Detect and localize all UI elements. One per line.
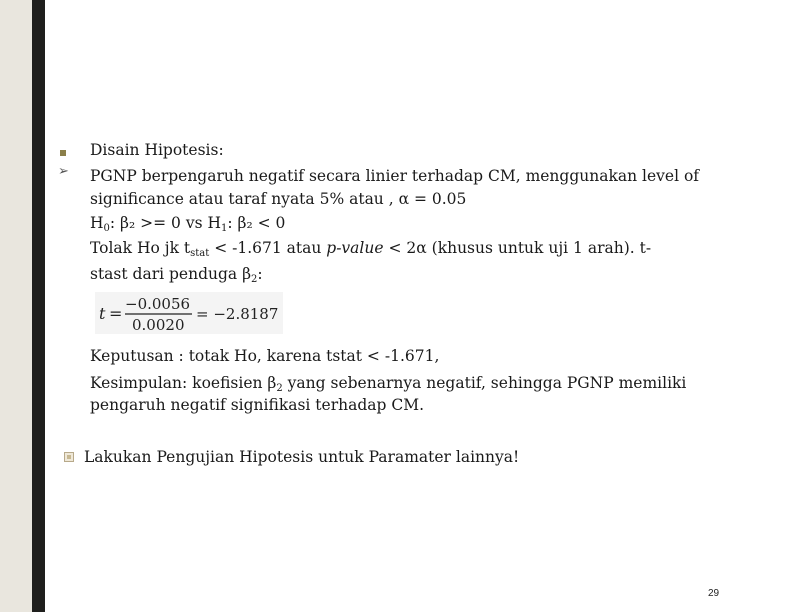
formula-numerator: −0.0056	[125, 295, 191, 313]
t-statistic-formula	[95, 292, 283, 334]
heading-text: Disain Hipotesis:	[90, 141, 224, 159]
h0-label: H	[90, 214, 104, 232]
arrow-bullet-icon: ➢	[58, 164, 69, 179]
hypothesis-statement	[90, 213, 285, 239]
square-bullet-icon	[60, 150, 66, 156]
beta2-subscript: 2	[251, 274, 258, 285]
reject-text-b: < -1.671 atau	[209, 239, 327, 257]
formula-svg	[95, 292, 283, 334]
decision-text: Keputusan : totak Ho, karena tstat < -1.671,	[90, 347, 440, 365]
checkbox-bullet-icon	[64, 452, 74, 462]
task-text: Lakukan Pengujian Hipotesis untuk Paramater lainnya!	[84, 448, 520, 466]
formula-lhs: t	[99, 304, 106, 323]
tstat-subscript: stat	[190, 248, 210, 259]
page-number: 29	[708, 588, 720, 599]
left-accent-rail	[32, 0, 45, 612]
left-margin-band	[0, 0, 32, 612]
rejection-rule	[90, 238, 651, 264]
stast-text-a: stast dari penduga β	[90, 265, 252, 283]
hypothesis-line-1: PGNP berpengaruh negatif secara linier terhadap CM, menggunakan level of	[90, 167, 700, 185]
hypothesis-line-2: significance atau taraf nyata 5% atau , α = 0.05	[90, 190, 467, 208]
h0-subscript: 0	[103, 223, 110, 234]
conclusion-line-2: pengaruh negatif signifikasi terhadap CM.	[90, 396, 424, 414]
formula-equals: =	[109, 304, 123, 323]
reject-text-a: Tolak Ho jk t	[90, 239, 191, 257]
h1-subscript: 1	[221, 223, 228, 234]
conclusion-text-a: Kesimpulan: koefisien β	[90, 374, 277, 392]
tstat-intro	[90, 264, 263, 290]
pvalue-text: p-value	[326, 239, 384, 257]
reject-text-c: < 2α (khusus untuk uji 1 arah). t-	[383, 239, 652, 257]
stast-text-b: :	[257, 265, 263, 283]
h1-rest: : β₂ < 0	[227, 214, 286, 232]
conclusion-beta-subscript: 2	[276, 383, 283, 394]
h0-rest: : β₂ >= 0 vs H	[109, 214, 222, 232]
formula-result: = −2.8187	[196, 305, 279, 323]
conclusion-text-b: yang sebenarnya negatif, sehingga PGNP memiliki	[282, 374, 687, 392]
formula-denominator: 0.0020	[132, 316, 185, 334]
